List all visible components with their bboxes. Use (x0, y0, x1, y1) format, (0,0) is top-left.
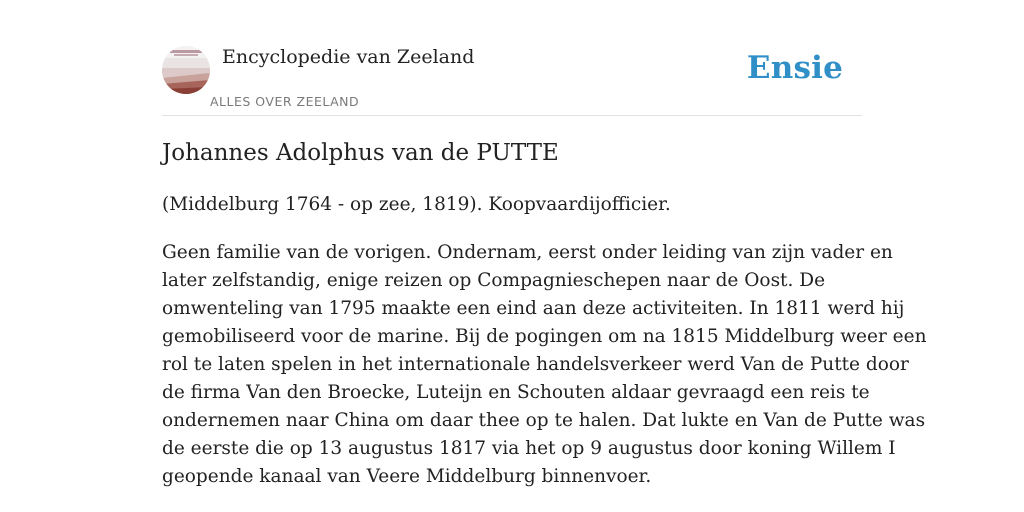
site-tagline: ALLES OVER ZEELAND (210, 94, 360, 109)
article-body-line: rol te laten spelen in het internationale handelsverkeer werd Van de Putte door (162, 354, 909, 375)
site-avatar[interactable] (162, 46, 210, 94)
article-body-line: de firma Van den Broecke, Luteijn en Schouten aldaar gevraagd een reis te (162, 382, 870, 403)
site-header (162, 0, 862, 116)
article-body-line: Geen familie van de vorigen. Ondernam, eerst onder leiding van zijn vader en (162, 242, 893, 263)
article-intro: (Middelburg 1764 - op zee, 1819). Koopvaardijofficier. (162, 194, 671, 215)
article-body (162, 239, 927, 491)
article-body-line: omwenteling van 1795 maakte een eind aan deze activiteiten. In 1811 werd hij (162, 298, 905, 319)
article-body-line: geopende kanaal van Veere Middelburg binnenvoer. (162, 466, 652, 487)
article-title: Johannes Adolphus van de PUTTE (162, 140, 559, 166)
site-name-link[interactable]: Encyclopedie van Zeeland (222, 46, 475, 68)
page (162, 0, 927, 512)
article-body-line: de eerste die op 13 augustus 1817 via het op 9 augustus door koning Willem I (162, 438, 896, 459)
article-body-line: gemobiliseerd voor de marine. Bij de pogingen om na 1815 Middelburg weer een (162, 326, 927, 347)
ensie-logo-link[interactable]: Ensie (746, 50, 843, 86)
article-body-line: ondernemen naar China om daar thee op te halen. Dat lukte en Van de Putte was (162, 410, 926, 431)
article-body-line: later zelfstandig, enige reizen op Compagnieschepen naar de Oost. De (162, 270, 826, 291)
zeeland-image-avatar-icon (162, 46, 210, 94)
header-divider (162, 115, 862, 116)
